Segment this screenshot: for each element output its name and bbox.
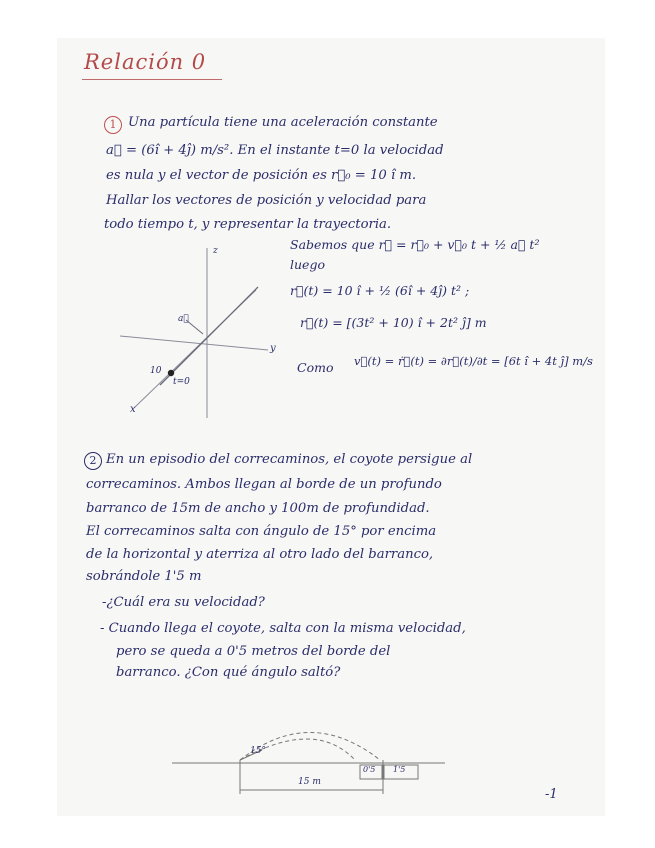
width-label: 15 m [298,777,321,787]
problem-2-number: 2 [84,452,102,470]
x-label: x [130,404,136,415]
page-title: Relación 0 [84,50,207,74]
angle-label: 15° [250,746,266,756]
z-label: z [213,246,218,256]
solution-eq-2: r⃗(t) = 10 î + ½ (6î + 4ĵ) t² ; [290,283,470,298]
t-zero-label: t=0 [173,377,190,387]
problem-1-line-1: Una partícula tiene una aceleración constante [128,115,438,130]
problem-2-line-2: correcaminos. Ambos llegan al borde de un profundo [86,477,442,492]
question-2-line-1: - Cuando llega el coyote, salta con la misma velocidad, [100,621,466,636]
problem-1-line-2: a⃗ = (6î + 4ĵ) m/s². En el instante t=0 la velocidad [106,143,444,158]
question-1: -¿Cuál era su velocidad? [102,595,265,610]
solution-eq-4: v⃗(t) = ṙ⃗(t) = ∂r⃗(t)/∂t = [6t î + 4t ĵ] m/s [354,354,593,368]
problem-1-line-5: todo tiempo t, y representar la trayectoria. [104,217,392,232]
solution-luego: luego [290,257,325,272]
trajectory-line [160,287,258,385]
solution-eq-1: Sabemos que r⃗ = r⃗₀ + v⃗₀ t + ½ a⃗ t² [290,237,540,252]
problem-2-line-6: sobrándole 1'5 m [86,569,202,584]
point-label: 10 [150,366,162,376]
page-number: -1 [545,787,558,802]
short-label: 0'5 [363,765,376,774]
problem-1-line-3: es nula y el vector de posición es r⃗₀ = 10 î m. [106,168,417,183]
solution-eq-3: r⃗(t) = [(3t² + 10) î + 2t² ĵ] m [300,315,487,330]
problem-2-line-3: barranco de 15m de ancho y 100m de profundidad. [86,501,430,516]
problem-1-number: 1 [104,116,122,134]
solution-eq-4-label: Como [297,360,334,375]
long-label: 1'5 [393,765,406,774]
y-label: y [270,343,276,354]
problem-1-line-4: Hallar los vectores de posición y velocidad para [106,193,427,208]
start-point [168,370,174,376]
y-axis [120,336,268,350]
a-label: a⃗ [178,314,189,324]
problem-2-line-4: El correcaminos salta con ángulo de 15° por encima [86,524,437,539]
problem-2-line-5: de la horizontal y aterriza al otro lado del barranco, [86,547,434,562]
problem-2-line-1: En un episodio del correcaminos, el coyote persigue al [106,452,473,467]
question-2-line-3: barranco. ¿Con qué ángulo saltó? [116,665,341,680]
question-2-line-2: pero se queda a 0'5 metros del borde del [116,644,391,659]
